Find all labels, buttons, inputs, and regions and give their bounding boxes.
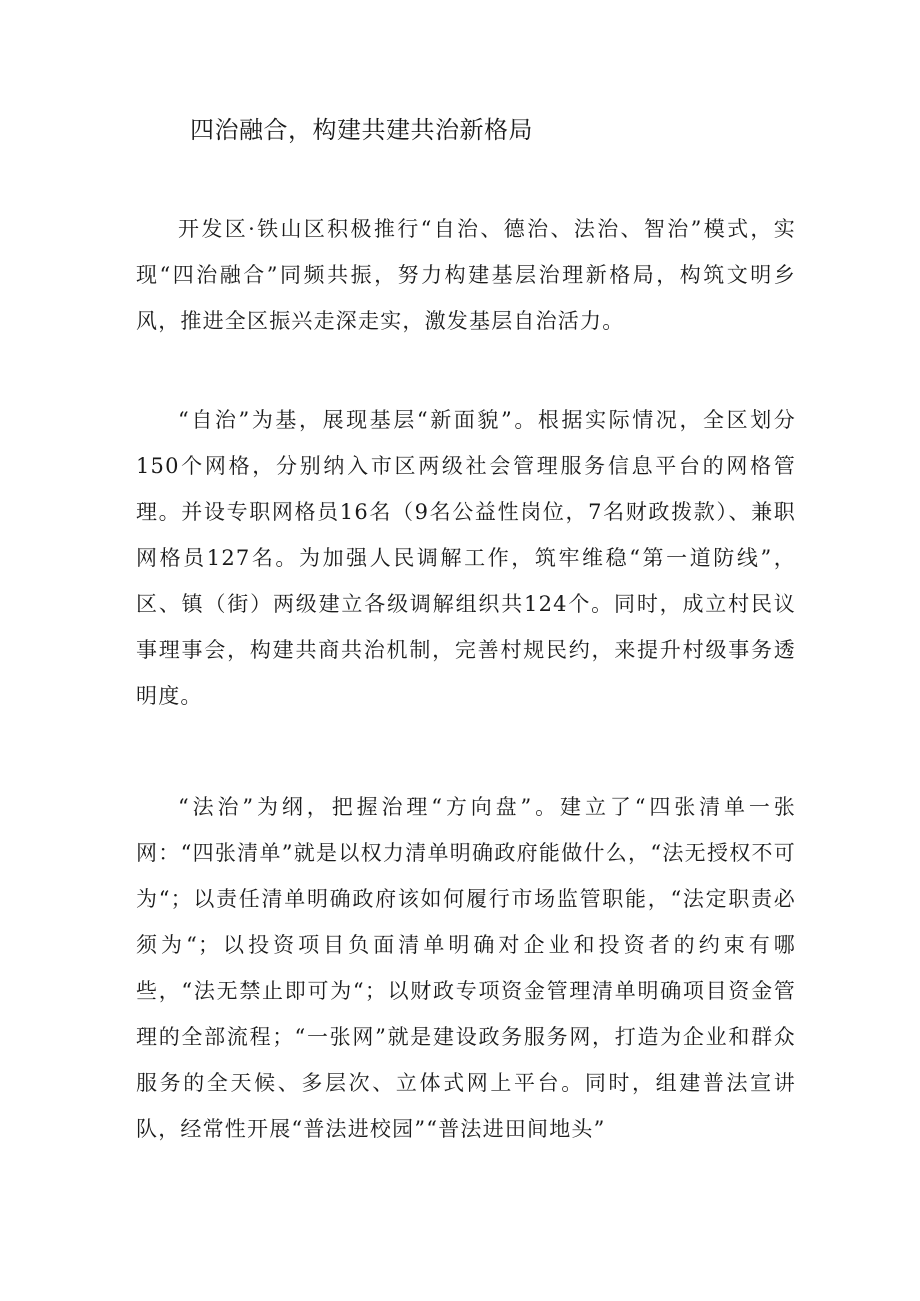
paragraph-intro: 开发区·铁山区积极推行“自治、德治、法治、智治”模式，实现“四治融合”同频共振，努力构建基层治理新格局，构筑文明乡风，推进全区振兴走深走实，激发基层自治活力。 — [136, 217, 796, 333]
paragraph-rule-of-law: “法治”为纲，把握治理“方向盘”。建立了“四张清单一张网：“四张清单”就是以权力清单明确政府能做什么，“法无授权不可为“；以责任清单明确政府该如何履行市场监管职能，“法定职责必须为“；以投资项目负面清单明确对企业和投资者的约束有哪些，“法无禁止即可为“；以财政专项资金管理清单明确项目资金管理的全部流程；“一张网”就是建设政务服务网，打造为企业和群众服务的全天候、多层次、立体式网上平台。同时，组建普法宣讲队，经常性开展“普法进校园”“普法进田间地头” — [136, 795, 796, 1141]
paragraph-self-governance: “自治”为基，展现基层“新面貌”。根据实际情况，全区划分150个网格，分别纳入市区两级社会管理服务信息平台的网格管理。并设专职网格员16名（9名公益性岗位，7名财政拨款）、兼职网格员127名。为加强人民调解工作，筑牢维稳“第一道防线”，区、镇（街）两级建立各级调解组织共124个。同时，成立村民议事理事会，构建共商共治机制，完善村规民约，来提升村级事务透明度。 — [136, 408, 796, 708]
document-title: 四治融合，构建共建共治新格局 — [190, 116, 533, 144]
